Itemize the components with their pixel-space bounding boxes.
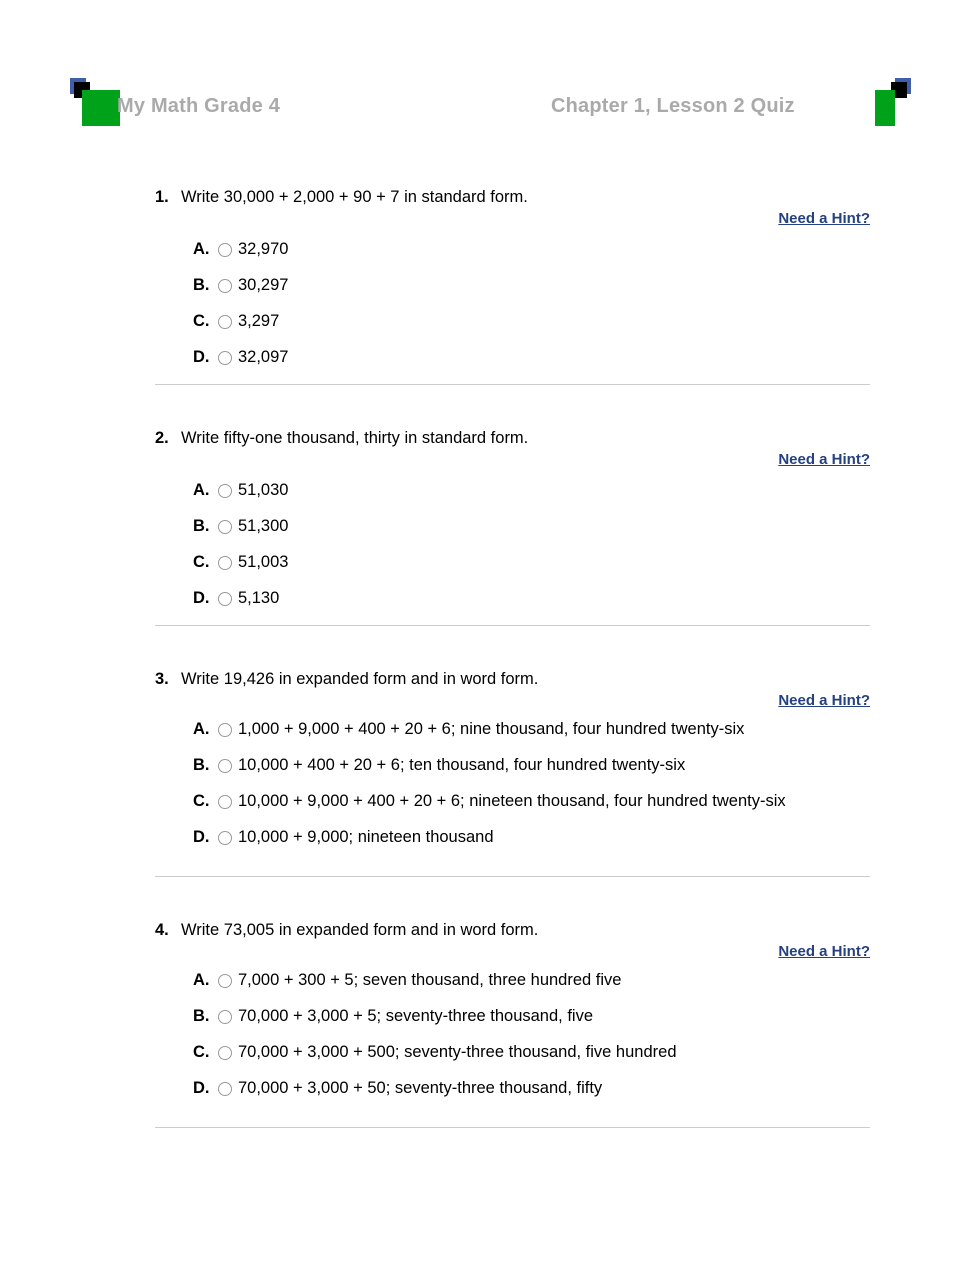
option-row[interactable] [155,310,870,332]
options-list [155,718,870,848]
book-title: My Math Grade 4 [117,95,281,117]
option-radio-button[interactable] [218,795,232,809]
hint-row [155,451,870,475]
option-text: 51,030 [238,481,289,499]
question-text: Write 73,005 in expanded form and in word form. [181,921,539,939]
option-text: 51,300 [238,517,289,535]
option-radio-button[interactable] [218,556,232,570]
need-a-hint-link[interactable]: Need a Hint? [778,692,870,709]
option-text: 10,000 + 400 + 20 + 6; ten thousand, four hundred twenty-six [238,756,686,774]
option-radio-button[interactable] [218,723,232,737]
option-text: 32,097 [238,348,289,366]
option-letter: A. [193,971,210,989]
logo-mark-left-icon [68,76,124,132]
option-text: 30,297 [238,276,289,294]
option-row[interactable] [155,826,870,848]
option-letter: B. [193,276,210,294]
need-a-hint-link[interactable]: Need a Hint? [778,451,870,468]
question-number: 4. [155,921,169,939]
option-row[interactable] [155,718,870,740]
option-letter: D. [193,589,210,607]
logo-green-square-icon [82,90,120,126]
option-row[interactable] [155,587,870,609]
option-letter: A. [193,720,210,738]
question-number: 1. [155,188,169,206]
option-radio-button[interactable] [218,520,232,534]
question-header [155,919,870,941]
options-list [155,238,870,368]
option-radio-button[interactable] [218,1082,232,1096]
logo-green-square-icon [875,90,895,126]
logo-mark-right-icon [869,76,925,132]
option-row[interactable] [155,754,870,776]
option-radio-button[interactable] [218,831,232,845]
question-text: Write 19,426 in expanded form and in word form. [181,670,539,688]
option-letter: D. [193,1079,210,1097]
hint-row [155,210,870,234]
option-text: 5,130 [238,589,280,607]
option-radio-button[interactable] [218,279,232,293]
option-letter: C. [193,1043,210,1061]
option-row[interactable] [155,790,870,812]
page-header [0,0,979,150]
option-letter: D. [193,348,210,366]
option-radio-button[interactable] [218,484,232,498]
question-header [155,186,870,208]
option-text: 70,000 + 3,000 + 5; seventy-three thousand, five [238,1007,593,1025]
option-radio-button[interactable] [218,315,232,329]
option-row[interactable] [155,238,870,260]
option-letter: B. [193,517,210,535]
question-number: 2. [155,429,169,447]
quiz-title: Chapter 1, Lesson 2 Quiz [551,95,795,117]
option-text: 70,000 + 3,000 + 500; seventy-three thousand, five hundred [238,1043,677,1061]
option-radio-button[interactable] [218,1010,232,1024]
option-text: 1,000 + 9,000 + 400 + 20 + 6; nine thousand, four hundred twenty-six [238,720,745,738]
option-letter: C. [193,792,210,810]
option-letter: D. [193,828,210,846]
option-row[interactable] [155,274,870,296]
option-row[interactable] [155,479,870,501]
option-row[interactable] [155,1041,870,1063]
need-a-hint-link[interactable]: Need a Hint? [778,943,870,960]
question-block [155,919,870,1128]
question-header [155,427,870,449]
option-text: 10,000 + 9,000 + 400 + 20 + 6; nineteen thousand, four hundred twenty-six [238,792,786,810]
question-number: 3. [155,670,169,688]
hint-row [155,692,870,716]
question-text: Write 30,000 + 2,000 + 90 + 7 in standard form. [181,188,528,206]
option-text: 70,000 + 3,000 + 50; seventy-three thousand, fifty [238,1079,603,1097]
need-a-hint-link[interactable]: Need a Hint? [778,210,870,227]
option-letter: B. [193,756,210,774]
options-list [155,969,870,1099]
option-letter: C. [193,553,210,571]
option-radio-button[interactable] [218,974,232,988]
option-letter: B. [193,1007,210,1025]
question-header [155,668,870,690]
option-row[interactable] [155,969,870,991]
quiz-body [155,186,870,1128]
question-block [155,427,870,626]
question-text: Write fifty-one thousand, thirty in standard form. [181,429,529,447]
question-block [155,668,870,877]
option-radio-button[interactable] [218,759,232,773]
option-radio-button[interactable] [218,592,232,606]
option-text: 32,970 [238,240,289,258]
option-text: 3,297 [238,312,280,330]
option-text: 51,003 [238,553,289,571]
option-radio-button[interactable] [218,351,232,365]
question-block [155,186,870,385]
option-row[interactable] [155,1005,870,1027]
option-letter: A. [193,481,210,499]
option-letter: C. [193,312,210,330]
option-text: 10,000 + 9,000; nineteen thousand [238,828,494,846]
option-text: 7,000 + 300 + 5; seven thousand, three hundred five [238,971,622,989]
option-row[interactable] [155,1077,870,1099]
hint-row [155,943,870,967]
option-radio-button[interactable] [218,1046,232,1060]
options-list [155,479,870,609]
option-row[interactable] [155,346,870,368]
option-radio-button[interactable] [218,243,232,257]
option-letter: A. [193,240,210,258]
option-row[interactable] [155,551,870,573]
option-row[interactable] [155,515,870,537]
